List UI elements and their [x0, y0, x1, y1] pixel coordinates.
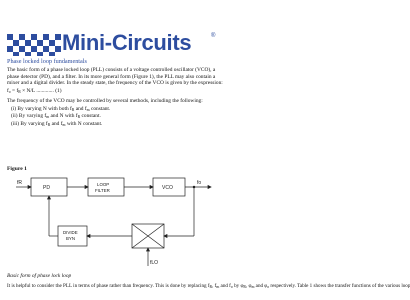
- method-item: (iii) By varying $f_R$ and $f_m$ with N constant.: [11, 120, 103, 127]
- lo-arrow: [147, 248, 150, 251]
- equation: $f_o = f_R \times N/L$ ............. (1): [7, 88, 62, 94]
- intro-line-3: mixer and a digital divider. In the steady state, the frequency of the VCO is given by the expression:: [7, 80, 223, 86]
- vco-label: VCO: [162, 185, 173, 191]
- pd-filter-arrow: [85, 186, 88, 189]
- brand-checker-icon: [7, 34, 61, 56]
- divider-label-1: DIVIDE: [63, 230, 78, 235]
- brand-name: Mini-Circuits: [62, 30, 192, 55]
- loop-filter-block: [88, 178, 124, 196]
- mixer-divider-arrow: [87, 235, 90, 238]
- divider-label-2: BYN: [66, 236, 76, 241]
- input-label: fR: [17, 180, 22, 186]
- frequency-intro: The frequency of the VCO may be controlled by several methods, including the following:: [7, 98, 203, 104]
- method-item: (i) By varying N with both $f_R$ and $f_m$ constant.: [11, 105, 111, 112]
- loop-filter-label-2: FILTER: [95, 188, 110, 193]
- pll-block-diagram: [14, 178, 214, 268]
- figure-caption: Basic form of phase lock loop: [7, 273, 72, 279]
- feedback-arrow: [164, 235, 167, 238]
- output-label: fo: [197, 180, 202, 186]
- intro-line-1: The basic form of a phase locked loop (PLL) consists of a voltage controlled oscillator (VCO), a: [7, 67, 216, 73]
- bottom-paragraph: It is helpful to consider the PLL in terms of phase rather than frequency. This is done by replacing $f_R$, $f_m$ and $f_o$ by $\varphi_R$, $\varphi_m$ and $\varphi_o$ respectively. Table 1 shows the transfer functions of the various loop: [7, 283, 410, 289]
- lo-label: fLO: [150, 260, 159, 266]
- brand-logo: [7, 30, 221, 56]
- pd-label: PD: [43, 185, 50, 191]
- input-arrow: [28, 186, 31, 189]
- method-item: (ii) By varying $f_m$ and N with $f_R$ constant.: [11, 113, 101, 119]
- registered-mark: ®: [211, 33, 216, 39]
- document-title: Phase locked loop fundamentals: [7, 58, 87, 65]
- intro-line-2: phase detector (PD), and a filter. In its more general form (Figure 1), the PLL may also contain a: [7, 73, 216, 80]
- filter-vco-arrow: [150, 186, 153, 189]
- divider-pd-arrow: [48, 196, 51, 199]
- figure-label: Figure 1: [7, 166, 27, 172]
- output-arrow: [208, 186, 211, 189]
- loop-filter-label-1: LOOP: [97, 182, 110, 187]
